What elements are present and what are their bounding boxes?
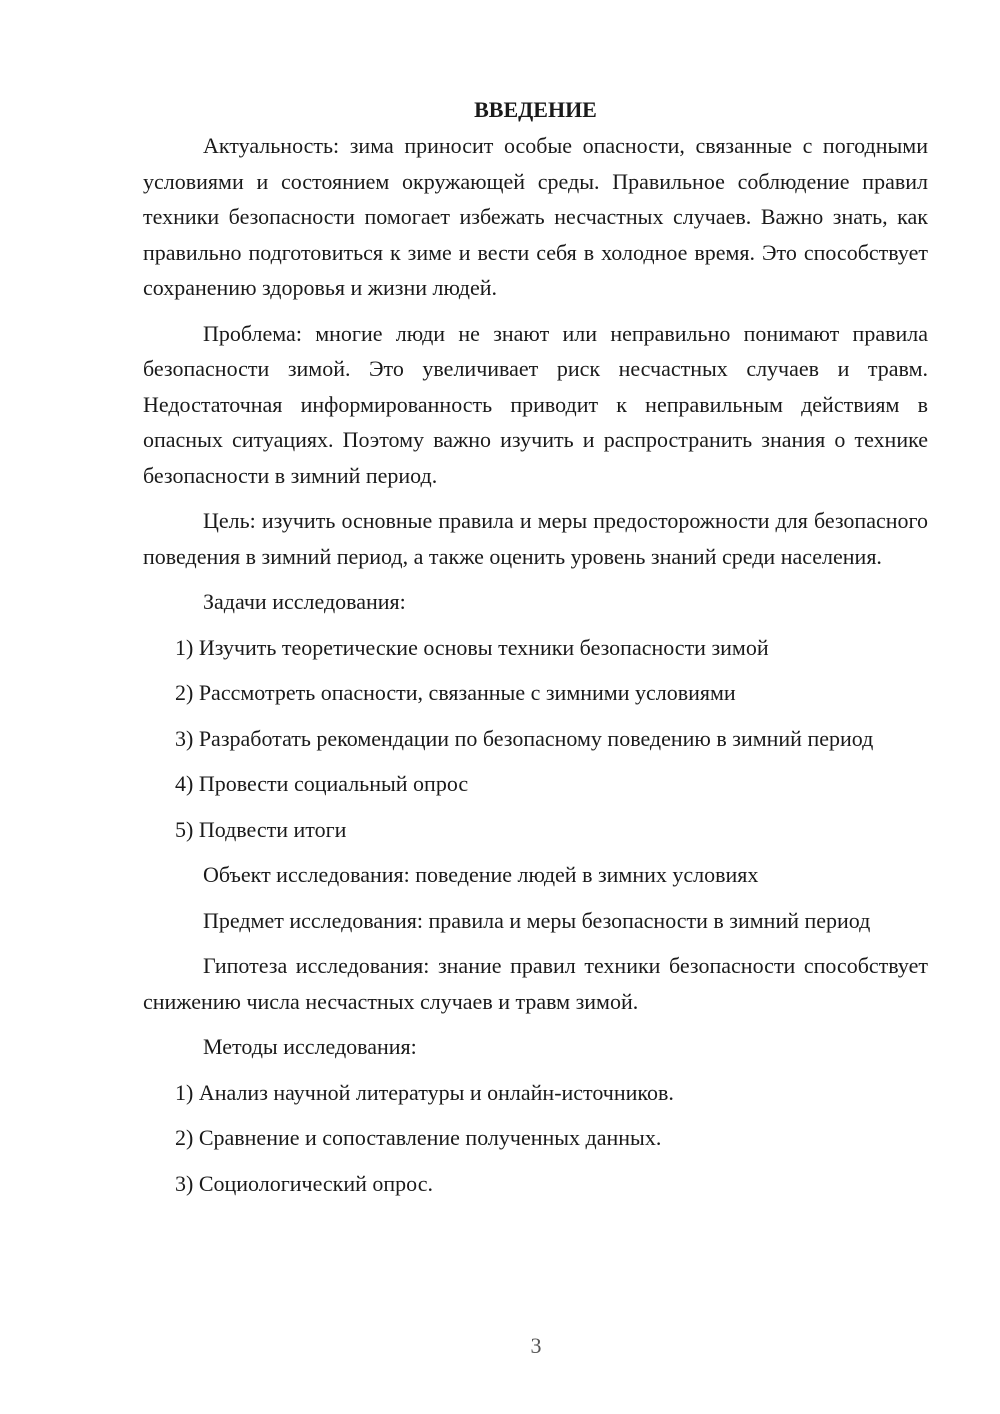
subject-paragraph: Предмет исследования: правила и меры безопасности в зимний период (203, 907, 871, 933)
document-page (143, 92, 928, 1211)
list-item: 5) Подвести итоги (175, 816, 347, 842)
list-item: 2) Рассмотреть опасности, связанные с зимними условиями (175, 680, 736, 705)
section-title: ВВЕДЕНИЕ (474, 97, 597, 122)
goal-paragraph: Цель: изучить основные правила и меры предосторожности для безопасного поведения в зимний период, а также оценить уровень знаний среди населения. (143, 508, 928, 569)
list-item: 3) Социологический опрос. (175, 1170, 433, 1196)
methods-list (143, 1075, 928, 1202)
relevance-paragraph: Актуальность: зима приносит особые опасности, связанные с погодными условиями и состоянием окружающей среды. Правильное соблюдение правил техники безопасности помогает избежать несчастных случаев. Важно знать, как правильно подготовиться к зиме и вести себя в холодное время. Это способствует сохранению здоровья и жизни людей. (143, 133, 928, 300)
object-paragraph: Объект исследования: поведение людей в зимних условиях (203, 862, 759, 887)
methods-heading: Методы исследования: (203, 1034, 417, 1059)
hypothesis-paragraph: Гипотеза исследования: знание правил техники безопасности способствует снижению числа несчастных случаев и травм зимой. (143, 953, 928, 1014)
list-item: 1) Анализ научной литературы и онлайн-источников. (175, 1079, 674, 1105)
problem-paragraph: Проблема: многие люди не знают или неправильно понимают правила безопасности зимой. Это увеличивает риск несчастных случаев и травм. Недостаточная информированность приводит к неправильным действиям в опасных ситуациях. Поэтому важно изучить и распространить знания о технике безопасности в зимний период. (143, 320, 928, 488)
page-number: 3 (530, 1333, 542, 1358)
list-item: 1) Изучить теоретические основы техники безопасности зимой (175, 634, 769, 660)
list-item: 2) Сравнение и сопоставление полученных данных. (175, 1125, 662, 1150)
tasks-list (143, 630, 928, 848)
list-item: 4) Провести социальный опрос (175, 771, 469, 796)
tasks-heading: Задачи исследования: (203, 589, 406, 614)
list-item: 3) Разработать рекомендации по безопасному поведению в зимний период (175, 725, 874, 751)
